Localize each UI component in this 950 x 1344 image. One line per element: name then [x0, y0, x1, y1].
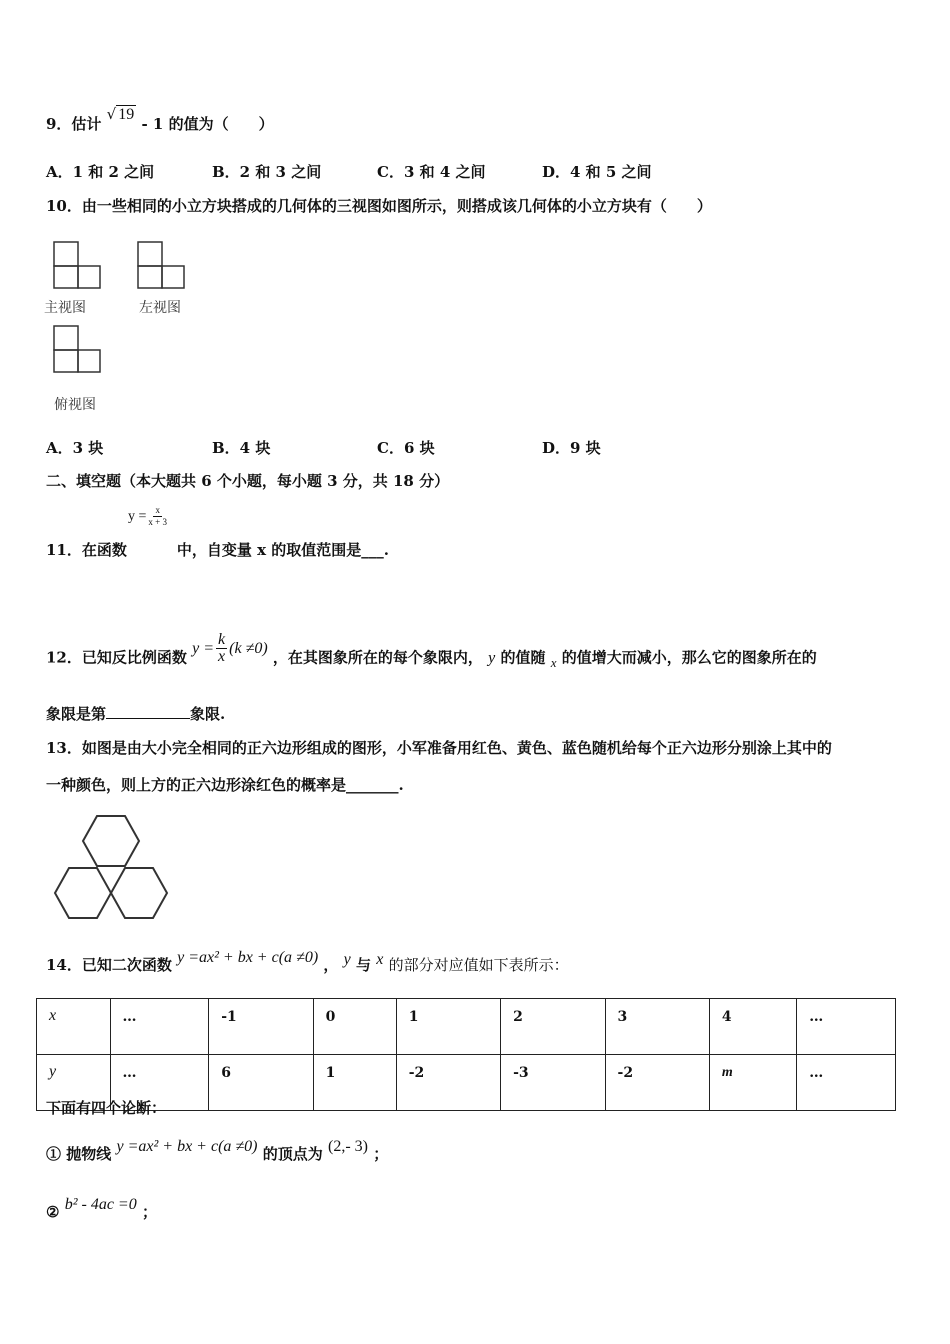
q12-fraction: [216, 632, 227, 665]
q11-formula-lhs: y =: [128, 508, 147, 524]
q12-line2-b: 象限.: [190, 705, 226, 723]
bottom-left-hexagon: [55, 868, 111, 918]
section-2-title: 二、填空题（本大题共 6 个小题，每小题 3 分，共 18 分）: [46, 472, 450, 490]
q12-line2-a: 象限是第: [46, 705, 107, 723]
table-cell: 1: [396, 999, 500, 1055]
q14-judgement-1: [46, 1138, 389, 1165]
q12-formula: [192, 632, 268, 665]
j1-mid: 的顶点为: [262, 1145, 323, 1163]
q10-option-d: D．9 块: [542, 439, 601, 457]
q11-fraction: [148, 505, 167, 528]
q11-before: 11．在函数: [46, 541, 127, 559]
left-view-figure: [134, 238, 190, 292]
hexagon-figure: [50, 808, 176, 930]
q14-before: 14．已知二次函数: [46, 956, 172, 974]
q9-radicand: 19: [118, 106, 135, 123]
value-table: [36, 998, 896, 1111]
top-view-label: 俯视图: [54, 397, 96, 413]
q14-judgement-intro: 下面有四个论断：: [46, 1099, 167, 1117]
q14-stem: [46, 949, 569, 976]
j1-formula: y =ax² + bx + c(a ≠0): [116, 1138, 258, 1155]
q12-stem: [46, 631, 817, 675]
q12-mid1: ，在其图象所在的每个象限内，: [272, 648, 483, 667]
table-cell: 2: [501, 999, 605, 1055]
q9-tail: - 1 的值为（ ）: [141, 115, 274, 133]
q14-comma: ，: [323, 956, 339, 974]
j2-formula: b² - 4ac =0: [64, 1196, 137, 1213]
q12-answer-blank: [106, 704, 190, 719]
q14-after: 的部分对应值如下表所示：: [388, 956, 569, 974]
q11-numerator: x: [155, 505, 160, 515]
q11-stem: [46, 540, 389, 560]
q12-var-y: y: [488, 649, 496, 667]
j1-end: ；: [373, 1145, 389, 1163]
q10-option-c: C．6 块: [377, 439, 435, 457]
q10-option-b: B．4 块: [212, 439, 271, 457]
table-cell: …: [110, 1055, 209, 1111]
q11-formula: [128, 505, 169, 528]
radical-sign: √: [106, 105, 117, 123]
q12-var-x: x: [550, 654, 557, 670]
table-cell: 3: [605, 999, 709, 1055]
q9-option-a: A．1 和 2 之间: [46, 163, 155, 181]
table-cell: 1: [313, 1055, 396, 1111]
j2-end: ；: [141, 1203, 157, 1221]
q12-mid3: 的值增大而减小，那么它的图象所在的: [561, 648, 817, 667]
q11-after: 中，自变量 x 的取值范围是___.: [176, 541, 389, 559]
sqrt-19: [107, 104, 137, 125]
table-cell: -3: [501, 1055, 605, 1111]
table-cell: -2: [605, 1055, 709, 1111]
table-cell: 4: [709, 999, 796, 1055]
j2-prefix: ②: [46, 1203, 60, 1221]
q10-option-a: A．3 块: [46, 439, 104, 457]
q12-mid2: 的值随: [500, 648, 546, 667]
q9-option-d: D．4 和 5 之间: [542, 163, 652, 181]
q10-stem: 10．由一些相同的小立方块搭成的几何体的三视图如图所示，则搭成该几何体的小立方块有（ ）: [46, 197, 712, 215]
table-cell: 0: [313, 999, 396, 1055]
left-view-label: 左视图: [139, 300, 181, 316]
q13-line2: 一种颜色，则上方的正六边形涂红色的概率是_______.: [46, 776, 404, 794]
q9-option-b: B．2 和 3 之间: [212, 163, 322, 181]
q14-var-x: x: [376, 951, 384, 968]
q14-var-y: y: [343, 951, 351, 968]
front-view-label: 主视图: [44, 300, 86, 316]
q12-numerator: k: [218, 631, 226, 648]
j1-point: (2,- 3): [327, 1138, 368, 1155]
q9-number: 9．估计: [46, 115, 102, 133]
table-cell: …: [110, 999, 209, 1055]
table-cell: m: [709, 1055, 796, 1111]
bottom-right-hexagon: [111, 868, 167, 918]
q12-condition: (k ≠0): [229, 639, 268, 657]
table-cell: …: [797, 999, 896, 1055]
table-row-x: [37, 999, 896, 1055]
table-cell: -1: [209, 999, 313, 1055]
q12-before: 12．已知反比例函数: [46, 648, 187, 667]
q12-line2: [46, 704, 225, 724]
j1-prefix: ① 抛物线: [46, 1145, 112, 1163]
q14-judgement-2: [46, 1196, 157, 1223]
top-hexagon: [83, 816, 139, 866]
top-view-figure: [50, 322, 106, 376]
q12-denominator: x: [218, 648, 226, 665]
table-cell: 6: [209, 1055, 313, 1111]
table-cell: …: [797, 1055, 896, 1111]
q13-line1: 13．如图是由大小完全相同的正六边形组成的图形，小军准备用红色、黄色、蓝色随机给每个正六边形分别涂上其中的: [46, 739, 832, 757]
table-cell: x: [37, 999, 111, 1055]
table-cell: y: [37, 1055, 111, 1111]
q9-option-c: C．3 和 4 之间: [377, 163, 486, 181]
q14-formula: y =ax² + bx + c(a ≠0): [177, 949, 319, 966]
front-view-figure: [50, 238, 106, 292]
q14-yu: 与: [355, 956, 371, 974]
table-cell: -2: [396, 1055, 500, 1111]
q12-formula-y: y =: [192, 639, 215, 657]
q9-stem: [46, 105, 274, 135]
q11-denominator: x + 3: [148, 517, 167, 527]
